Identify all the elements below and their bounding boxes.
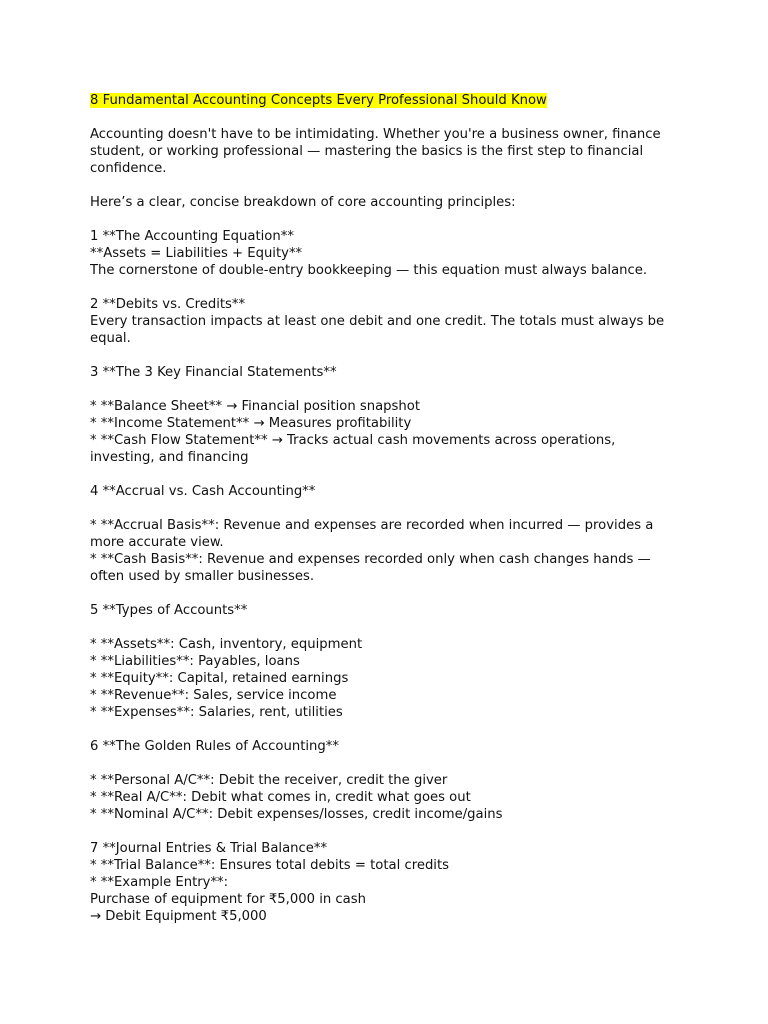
title-highlight: 8 Fundamental Accounting Concepts Every Professional Should Know — [90, 93, 547, 108]
section-1-heading: 1 **The Accounting Equation** — [90, 229, 294, 244]
list-item: * **Income Statement** → Measures profitability — [90, 416, 412, 431]
list-item: * **Personal A/C**: Debit the receiver, credit the giver — [90, 773, 448, 788]
list-item: * **Assets**: Cash, inventory, equipment — [90, 637, 363, 652]
section-7-line: * **Example Entry**: — [90, 875, 229, 890]
spacer — [90, 211, 680, 228]
spacer — [90, 755, 680, 772]
document-body — [90, 92, 680, 925]
section-6-heading: 6 **The Golden Rules of Accounting** — [90, 739, 339, 754]
section-3-heading: 3 **The 3 Key Financial Statements** — [90, 365, 337, 380]
spacer — [90, 466, 680, 483]
list-item: * **Balance Sheet** → Financial position snapshot — [90, 399, 421, 414]
intro-paragraph: Accounting doesn't have to be intimidating. Whether you're a business owner, finance student, or working professional — mastering the basics is the first step to financial confidence. — [90, 127, 661, 176]
document-title — [90, 92, 680, 109]
list-item: * **Cash Flow Statement** → Tracks actual cash movements across operations, investing, and financing — [90, 433, 616, 465]
section-7-heading: 7 **Journal Entries & Trial Balance** — [90, 841, 328, 856]
spacer — [90, 721, 680, 738]
spacer — [90, 585, 680, 602]
spacer — [90, 279, 680, 296]
spacer — [90, 381, 680, 398]
list-item: * **Liabilities**: Payables, loans — [90, 654, 300, 669]
spacer — [90, 347, 680, 364]
list-item: * **Revenue**: Sales, service income — [90, 688, 337, 703]
section-7-line: → Debit Equipment ₹5,000 — [90, 909, 267, 924]
spacer — [90, 823, 680, 840]
section-2-line: Every transaction impacts at least one debit and one credit. The totals must always be equal. — [90, 314, 665, 346]
section-4-heading: 4 **Accrual vs. Cash Accounting** — [90, 484, 316, 499]
spacer — [90, 619, 680, 636]
spacer — [90, 177, 680, 194]
list-item: * **Expenses**: Salaries, rent, utilities — [90, 705, 343, 720]
list-item: * **Equity**: Capital, retained earnings — [90, 671, 349, 686]
spacer — [90, 109, 680, 126]
list-item: * **Real A/C**: Debit what comes in, credit what goes out — [90, 790, 471, 805]
lead-paragraph: Here’s a clear, concise breakdown of core accounting principles: — [90, 195, 516, 210]
spacer — [90, 500, 680, 517]
section-5-heading: 5 **Types of Accounts** — [90, 603, 248, 618]
section-2-heading: 2 **Debits vs. Credits** — [90, 297, 246, 312]
section-7-line: Purchase of equipment for ₹5,000 in cash — [90, 892, 366, 907]
section-1-line: **Assets = Liabilities + Equity** — [90, 246, 303, 261]
list-item: * **Cash Basis**: Revenue and expenses recorded only when cash changes hands — often used by smaller businesses. — [90, 552, 651, 584]
section-7-line: * **Trial Balance**: Ensures total debits = total credits — [90, 858, 450, 873]
section-1-line: The cornerstone of double-entry bookkeeping — this equation must always balance. — [90, 263, 648, 278]
list-item: * **Nominal A/C**: Debit expenses/losses, credit income/gains — [90, 807, 503, 822]
list-item: * **Accrual Basis**: Revenue and expenses are recorded when incurred — provides a more accurate view. — [90, 518, 654, 550]
